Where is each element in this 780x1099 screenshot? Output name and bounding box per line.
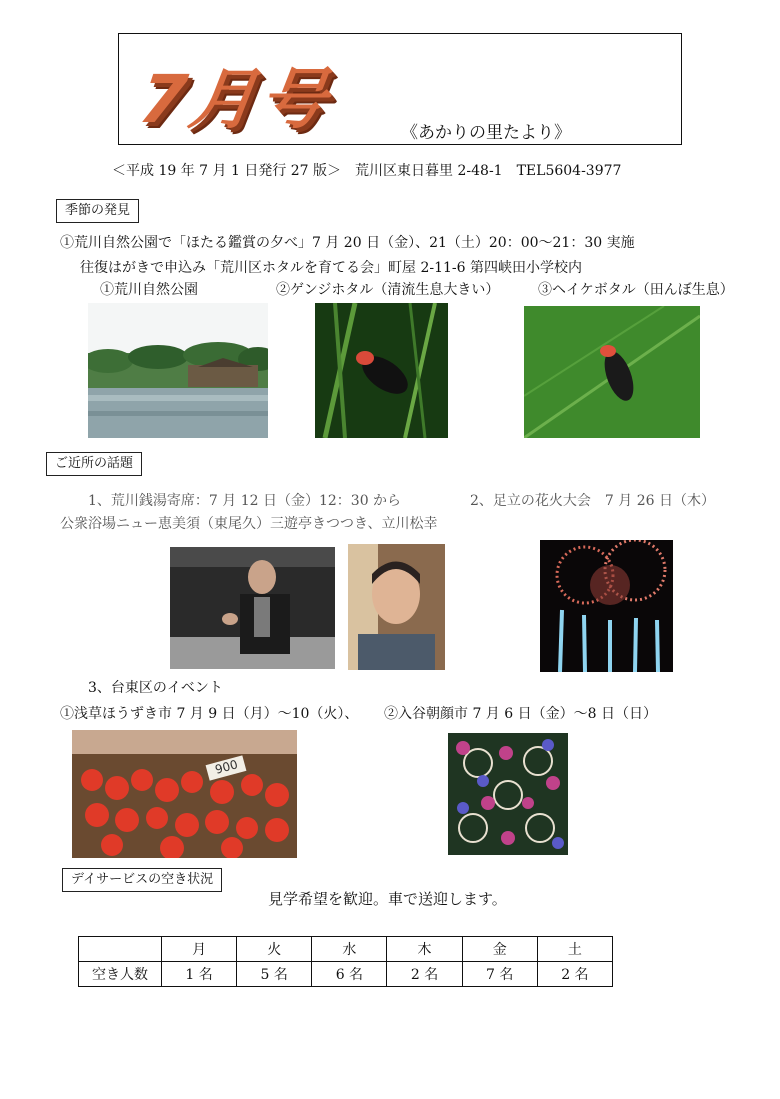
dayservice-welcome: 見学希望を歓迎。車で送迎します。	[268, 890, 507, 908]
sento-yose-item: 1、荒川銭湯寄席：7 月 12 日（金）12：30 から	[88, 493, 402, 509]
performer-photo-1	[170, 547, 335, 669]
hozuki-market-line: ①浅草ほうずき市 7 月 9 日（月）～10（火）、	[60, 706, 359, 722]
hozuki-price-tag: 900	[213, 757, 240, 777]
availability-table	[78, 936, 613, 987]
vacancy-cell: 2 名	[387, 962, 462, 987]
caption-park: ①荒川自然公園	[100, 282, 198, 298]
section-label-dayservice: デイサービスの空き状況	[62, 868, 222, 892]
vacancy-cell: 2 名	[537, 962, 612, 987]
fireworks-item: 2、足立の花火大会 7 月 26 日（木）	[470, 493, 715, 509]
day-header: 金	[462, 937, 537, 962]
genji-firefly-photo	[315, 303, 448, 438]
vacancy-cell: 6 名	[312, 962, 387, 987]
sento-yose-detail: 公衆浴場ニュー恵美須（東尾久）三遊亭きつつき、立川松幸	[60, 516, 438, 532]
table-row	[79, 962, 613, 987]
asagao-market-line: ②入谷朝顔市 7 月 6 日（金）～8 日（日）	[384, 706, 657, 722]
taito-events-item: 3、台東区のイベント	[88, 680, 223, 696]
newsletter-subtitle: 《あかりの里たより》	[401, 123, 571, 143]
park-photo	[88, 303, 268, 438]
day-header: 水	[312, 937, 387, 962]
masthead-box	[118, 33, 682, 145]
performer-photo-2	[348, 544, 445, 670]
publication-line: ＜平成 19 年 7 月 1 日発行 27 版＞ 荒川区東日暮里 2-48-1 TEL5604-3977	[112, 163, 622, 179]
vacancy-cell: 7 名	[462, 962, 537, 987]
heike-firefly-photo	[524, 306, 700, 438]
asagao-photo	[448, 733, 568, 855]
fireworks-photo	[540, 540, 673, 672]
day-header: 木	[387, 937, 462, 962]
table-corner-cell	[79, 937, 162, 962]
row-label: 空き人数	[79, 962, 162, 987]
firefly-event-line: ①荒川自然公園で「ほたる鑑賞の夕べ」7 月 20 日（金）、21（土）20：00～21：30 実施	[60, 235, 635, 251]
section-label-season: 季節の発見	[56, 199, 139, 223]
caption-heike-firefly: ③ヘイケボタル（田んぼ生息）	[538, 282, 734, 298]
caption-genji-firefly: ②ゲンジホタル（清流生息大きい）	[276, 282, 500, 298]
day-header: 土	[537, 937, 612, 962]
month-title: 7月号	[134, 61, 336, 138]
firefly-apply-line: 往復はがきで申込み「荒川区ホタルを育てる会」町屋 2-11-6 第四峡田小学校内	[80, 260, 582, 276]
section-label-local: ご近所の話題	[46, 452, 142, 476]
vacancy-cell: 5 名	[237, 962, 312, 987]
table-header-row	[79, 937, 613, 962]
day-header: 月	[162, 937, 237, 962]
day-header: 火	[237, 937, 312, 962]
vacancy-cell: 1 名	[162, 962, 237, 987]
hozuki-photo	[72, 730, 297, 858]
